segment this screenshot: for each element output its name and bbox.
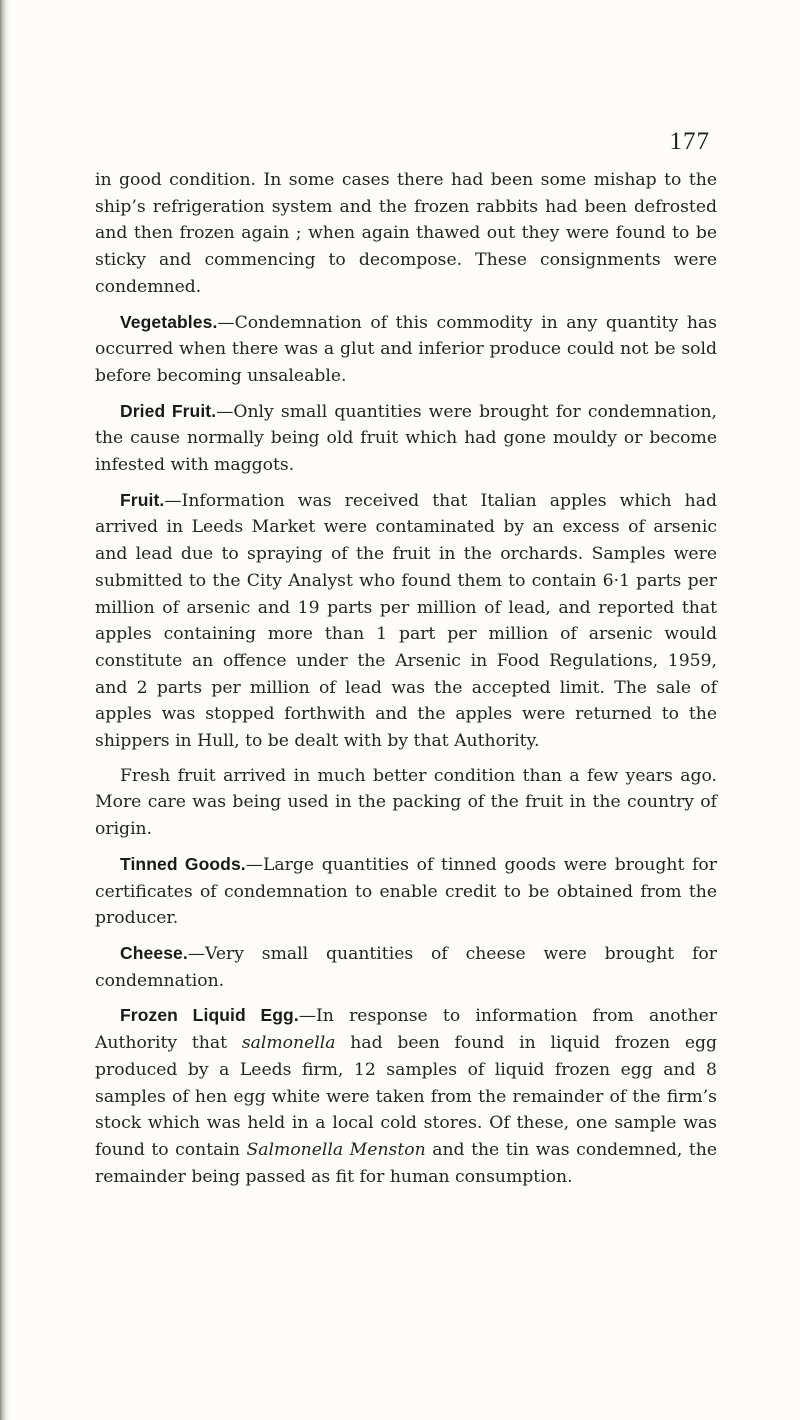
paragraph-frozen-liquid-egg-text-2: had been found in liquid frozen egg produced by a Leeds firm, 12 samples of liquid frozen egg and 8 samples of hen egg white were taken from the remainder of the firm’s stock which was held in a local cold stores. Of these, one sample was found to contain: [95, 1033, 717, 1160]
paragraph-frozen-liquid-egg: [95, 1002, 717, 1190]
paragraph-opening: [95, 167, 717, 301]
paragraph-opening-text: in good condition. In some cases there had been some mishap to the ship’s refrigeration system and the frozen rabbits had been defrosted and then frozen again ; when again thawed out they were found to be sticky and commencing to decompose. These consignments were condemned.: [95, 170, 717, 297]
paragraph-tinned-goods-text: —Large quantities of tinned goods were brought for certificates of condemnation to enable credit to be obtained from the producer.: [95, 854, 717, 929]
section-heading-dried-fruit: Dried Fruit.: [120, 400, 217, 421]
paragraph-vegetables-text: —Condemnation of this commodity in any quantity has occurred when there was a glut and inferior produce could not be sold before becoming unsaleable.: [95, 312, 717, 386]
paragraph-frozen-liquid-egg-text-1: —In response to information from another Authority that: [95, 1006, 717, 1054]
paragraph-frozen-liquid-egg-text-3: and the tin was condemned, the remainder being passed as fit for human consumption.: [95, 1139, 718, 1187]
section-heading-tinned-goods: Tinned Goods.: [120, 853, 246, 874]
paragraph-cheese: [95, 940, 717, 994]
paragraph-cheese-text: —Very small quantities of cheese were brought for condemnation.: [95, 943, 717, 991]
paragraph-fresh-fruit: [95, 763, 717, 843]
page-number: 177: [669, 128, 710, 155]
section-heading-vegetables: Vegetables.: [120, 311, 218, 332]
paragraph-dried-fruit-text: —Only small quantities were brought for condemnation, the cause normally being old fruit which had gone mouldy or become infested with maggots.: [95, 401, 717, 476]
italic-term-salmonella: salmonella: [241, 1033, 336, 1054]
section-heading-frozen-liquid-egg: Frozen Liquid Egg.: [120, 1005, 299, 1026]
paragraph-vegetables: [95, 309, 717, 390]
paragraph-tinned-goods: [95, 851, 717, 932]
italic-term-salmonella-menston: Salmonella Menston: [246, 1139, 426, 1160]
section-heading-fruit: Fruit.: [120, 489, 165, 510]
body-text: [95, 167, 717, 1198]
paragraph-dried-fruit: [95, 398, 717, 479]
binding-edge: [0, 0, 10, 1420]
paragraph-fruit: [95, 487, 717, 755]
paragraph-fruit-text: —Information was received that Italian apples which had arrived in Leeds Market were contaminated by an excess of arsenic and lead due to spraying of the fruit in the orchards. Samples were submitted to the City Analyst who found them to contain 6·1 parts per million of arsenic and 19 parts per million of lead, and reported that apples containing more than 1 part per million of arsenic would constitute an offence under the Arsenic in Food Regulations, 1959, and 2 parts per million of lead was the accepted limit. The sale of apples was stopped forthwith and the apples were returned to the shippers in Hull, to be dealt with by that Authority.: [95, 490, 717, 752]
section-heading-cheese: Cheese.: [120, 942, 188, 963]
paragraph-fresh-fruit-text: Fresh fruit arrived in much better condition than a few years ago. More care was being used in the packing of the fruit in the country of origin.: [95, 765, 717, 840]
